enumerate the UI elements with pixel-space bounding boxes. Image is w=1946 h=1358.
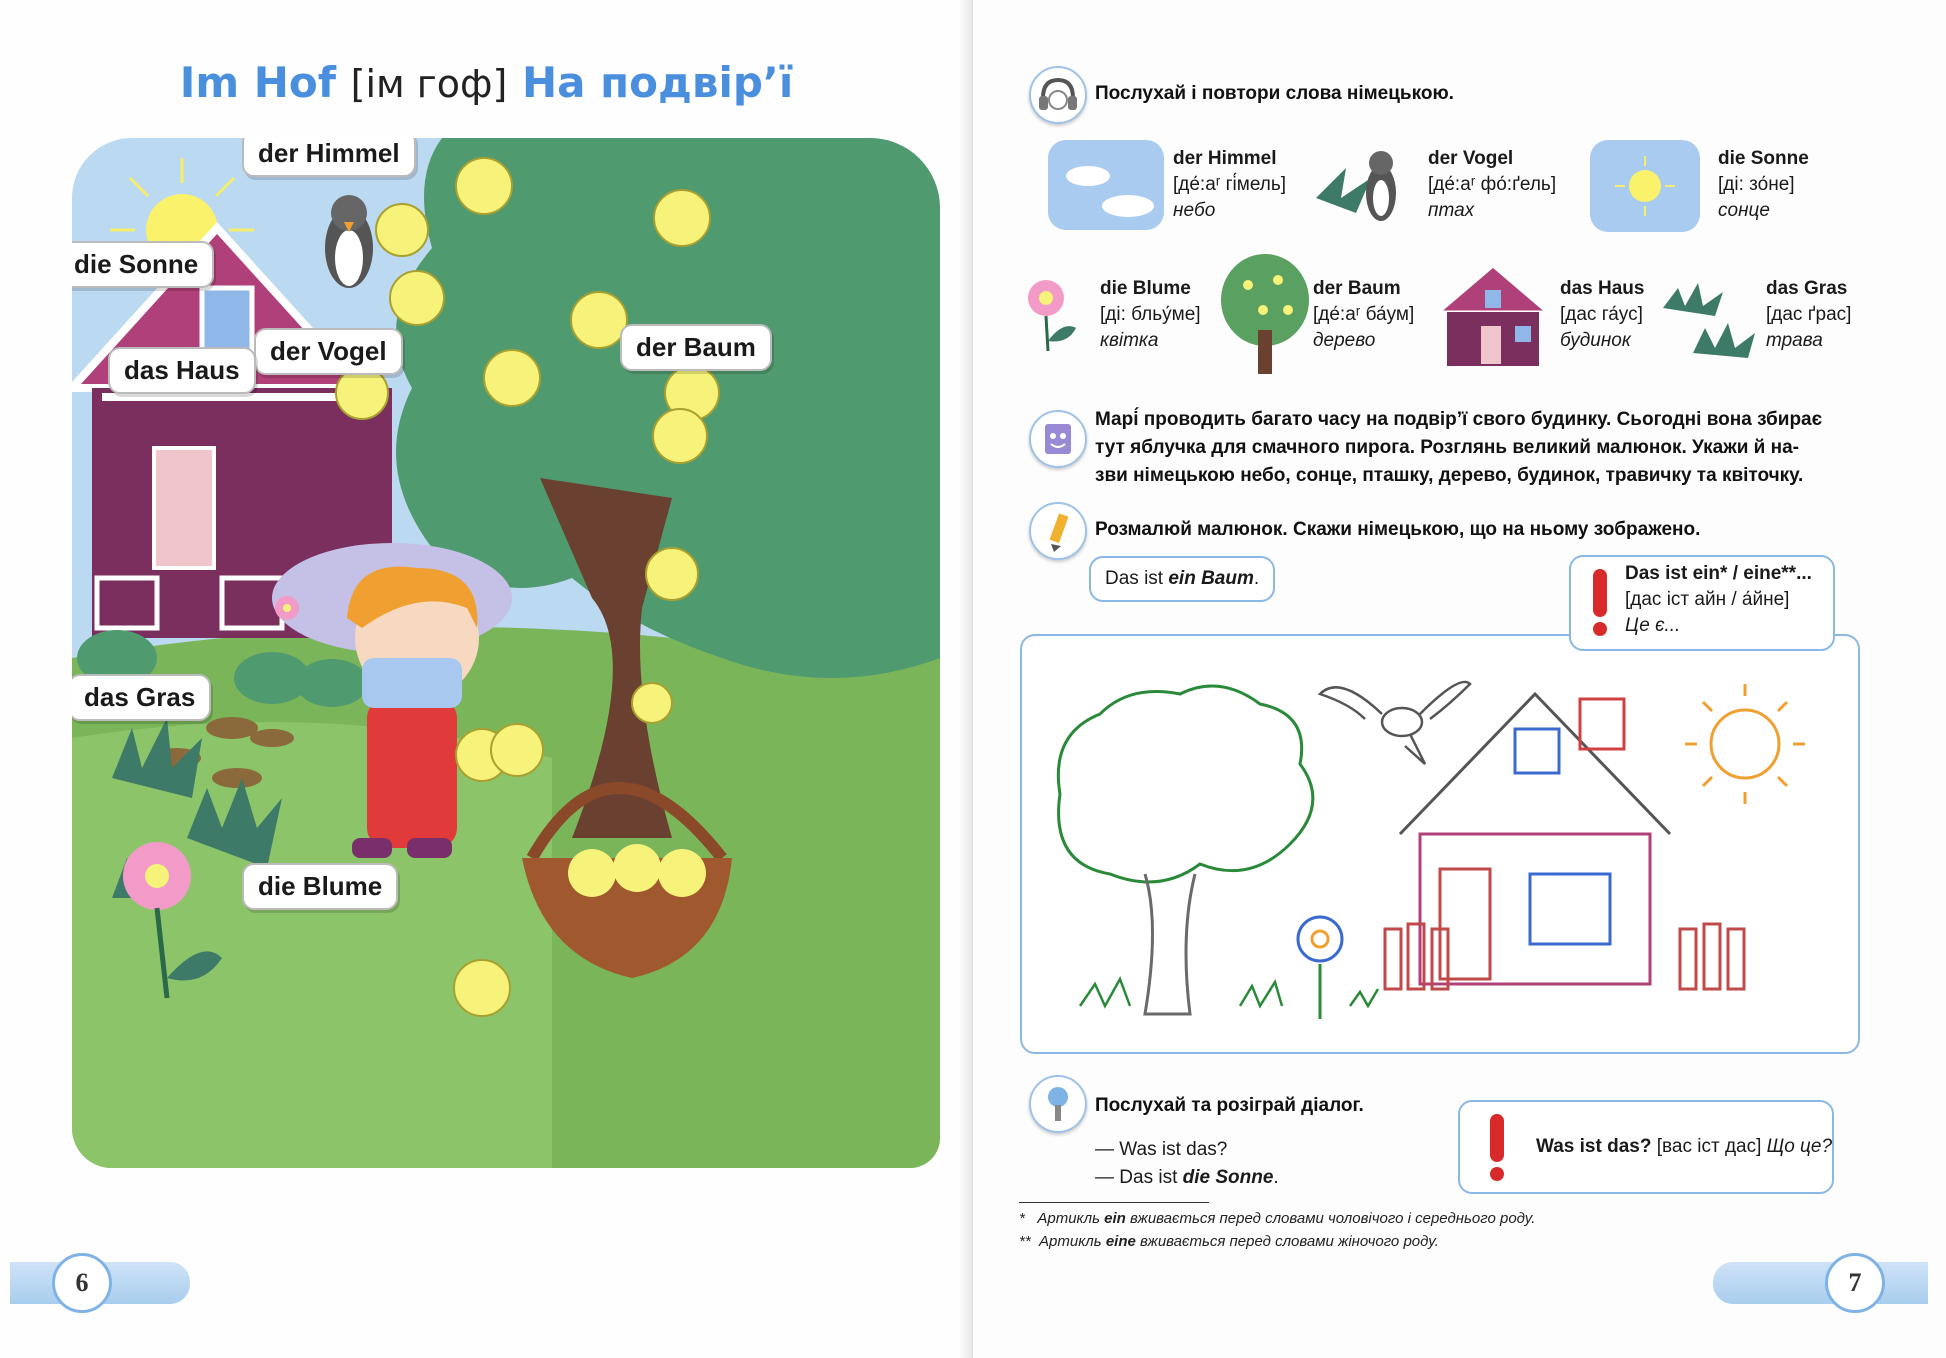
vocab-ukrainian: сонце	[1718, 200, 1770, 221]
label-baum: der Baum	[620, 324, 772, 371]
vocab-ukrainian: небо	[1173, 200, 1216, 221]
footnote-emphasis: ein	[1104, 1210, 1126, 1227]
task-line: зви німецькою небо, сонце, пташку, дерево, будинок, травичку та квіточку.	[1095, 465, 1804, 486]
label-sonne: die Sonne	[72, 241, 214, 288]
yard-illustration	[72, 138, 940, 1168]
vocab-german: der Vogel	[1428, 148, 1514, 169]
was-german: Was ist das?	[1536, 1136, 1652, 1157]
vocab-german: der Baum	[1313, 278, 1401, 299]
dialog-answer-period: .	[1273, 1167, 1279, 1188]
exclamation-mark-icon	[1585, 567, 1615, 639]
dialog-lines	[1095, 1136, 1279, 1192]
book-character-icon	[1029, 410, 1087, 468]
bird-icon	[325, 195, 373, 288]
page-ribbon-right	[1713, 1262, 1928, 1304]
microphone-character-icon	[1029, 1075, 1087, 1133]
vocab-ukrainian: птах	[1428, 200, 1475, 221]
was-ukrainian: Що це?	[1766, 1136, 1833, 1157]
vocab-gras	[1766, 276, 1851, 354]
yard-scene-drawing	[72, 138, 940, 1168]
headphones-icon	[1029, 66, 1087, 124]
vocab-sonne	[1718, 146, 1809, 224]
pencil-icon	[1029, 502, 1087, 560]
bubble-text: Das ist	[1105, 568, 1169, 589]
bubble-emphasis: ein Baum	[1168, 568, 1254, 589]
label-haus: das Haus	[108, 347, 256, 394]
task-look-name	[1095, 406, 1845, 490]
house-vocab-icon	[1435, 260, 1551, 370]
task-line: Марі́ проводить багато часу на подвір’ї свого будинку. Сьогодні вона збирає	[1095, 409, 1823, 430]
dialog-answer-emphasis: die Sonne	[1182, 1167, 1274, 1188]
footnote-emphasis: eine	[1105, 1233, 1136, 1250]
vocab-german: die Sonne	[1718, 148, 1809, 169]
vocab-baum	[1313, 276, 1414, 354]
page-number-right: 7	[1825, 1253, 1885, 1313]
vocab-himmel	[1173, 146, 1286, 224]
title-ukrainian: На подвір’ї	[521, 58, 794, 107]
page-title	[0, 58, 973, 107]
vocab-german: die Blume	[1100, 278, 1191, 299]
footnote-text: вживається перед словами чоловічого і середнього роду.	[1125, 1210, 1536, 1227]
vocab-transcription: [ді: зо́не]	[1718, 174, 1795, 195]
vocab-ukrainian: дерево	[1313, 330, 1376, 351]
was-transcription: [вас іст дас]	[1656, 1136, 1762, 1157]
rule-transcription: [дас іст айн / а́йне]	[1625, 589, 1790, 610]
grammar-rule-box	[1569, 555, 1835, 651]
footnote-text: вживається перед словами жіночого роду.	[1135, 1233, 1439, 1250]
rule-german: Das ist ein* / eine**...	[1625, 563, 1812, 584]
title-transcription: [ім гоф]	[350, 62, 508, 106]
footnote-text: Артикль	[1037, 1210, 1105, 1227]
footnote-2	[1019, 1233, 1439, 1250]
vocab-ukrainian: квітка	[1100, 330, 1159, 351]
exclamation-mark-icon	[1482, 1112, 1512, 1184]
footnote-divider	[1019, 1202, 1209, 1203]
grass-vocab-icon	[1663, 278, 1763, 358]
vocab-transcription: [де́:аʳ ба́ум]	[1313, 304, 1415, 325]
vocab-german: das Haus	[1560, 278, 1645, 299]
task-color-say: Розмалюй малюнок. Скажи німецькою, що на ньому зображено.	[1095, 519, 1701, 540]
vocab-blume	[1100, 276, 1201, 354]
label-gras: das Gras	[72, 674, 211, 721]
sky-icon	[1048, 136, 1168, 232]
speech-bubble-example	[1089, 556, 1275, 602]
was-ist-das-text	[1536, 1136, 1832, 1158]
footnote-mark: **	[1019, 1233, 1031, 1250]
vocab-german: das Gras	[1766, 278, 1848, 299]
rule-ukrainian: Це є...	[1625, 615, 1681, 636]
label-blume: die Blume	[242, 863, 398, 910]
dialog-answer	[1095, 1164, 1279, 1192]
flower-small-icon	[275, 596, 299, 620]
was-ist-das-box	[1458, 1100, 1834, 1194]
vocab-german: der Himmel	[1173, 148, 1277, 169]
tree-vocab-icon	[1218, 250, 1313, 376]
label-himmel: der Himmel	[242, 138, 416, 177]
vocab-transcription: [де́:аʳ фо́:ґель]	[1428, 174, 1557, 195]
task-listen-repeat: Послухай і повтори слова німецькою.	[1095, 83, 1454, 104]
vocab-haus	[1560, 276, 1644, 354]
title-german: Im Hof	[179, 58, 337, 107]
dialog-answer-text: — Das ist	[1095, 1167, 1183, 1188]
right-page	[973, 0, 1946, 1358]
flower-vocab-icon	[1018, 276, 1078, 356]
task-dialog: Послухай та розіграй діалог.	[1095, 1095, 1364, 1116]
vocab-transcription: [ді: бльу́ме]	[1100, 304, 1201, 325]
page-number-left: 6	[52, 1253, 112, 1313]
vocab-vogel	[1428, 146, 1556, 224]
footnote-1	[1019, 1210, 1535, 1227]
coloring-picture	[1020, 634, 1860, 1054]
label-vogel: der Vogel	[254, 328, 403, 375]
vocab-transcription: [де́:аʳ гі́мель]	[1173, 174, 1287, 195]
bubble-period: .	[1253, 568, 1260, 589]
task-line: тут яблучка для смачного пирога. Розглянь великий малюнок. Укажи й на-	[1095, 437, 1799, 458]
vocab-ukrainian: будинок	[1560, 330, 1631, 351]
vocab-transcription: [дас га́ус]	[1560, 304, 1643, 325]
sun-vocab-icon	[1590, 136, 1702, 234]
dialog-question: — Was ist das?	[1095, 1139, 1228, 1160]
footnote-mark: *	[1019, 1210, 1025, 1227]
bird-vocab-icon	[1316, 138, 1416, 234]
footnote-text: Артикль	[1039, 1233, 1106, 1250]
vocab-transcription: [дас ґрас]	[1766, 304, 1852, 325]
vocab-ukrainian: трава	[1766, 330, 1823, 351]
